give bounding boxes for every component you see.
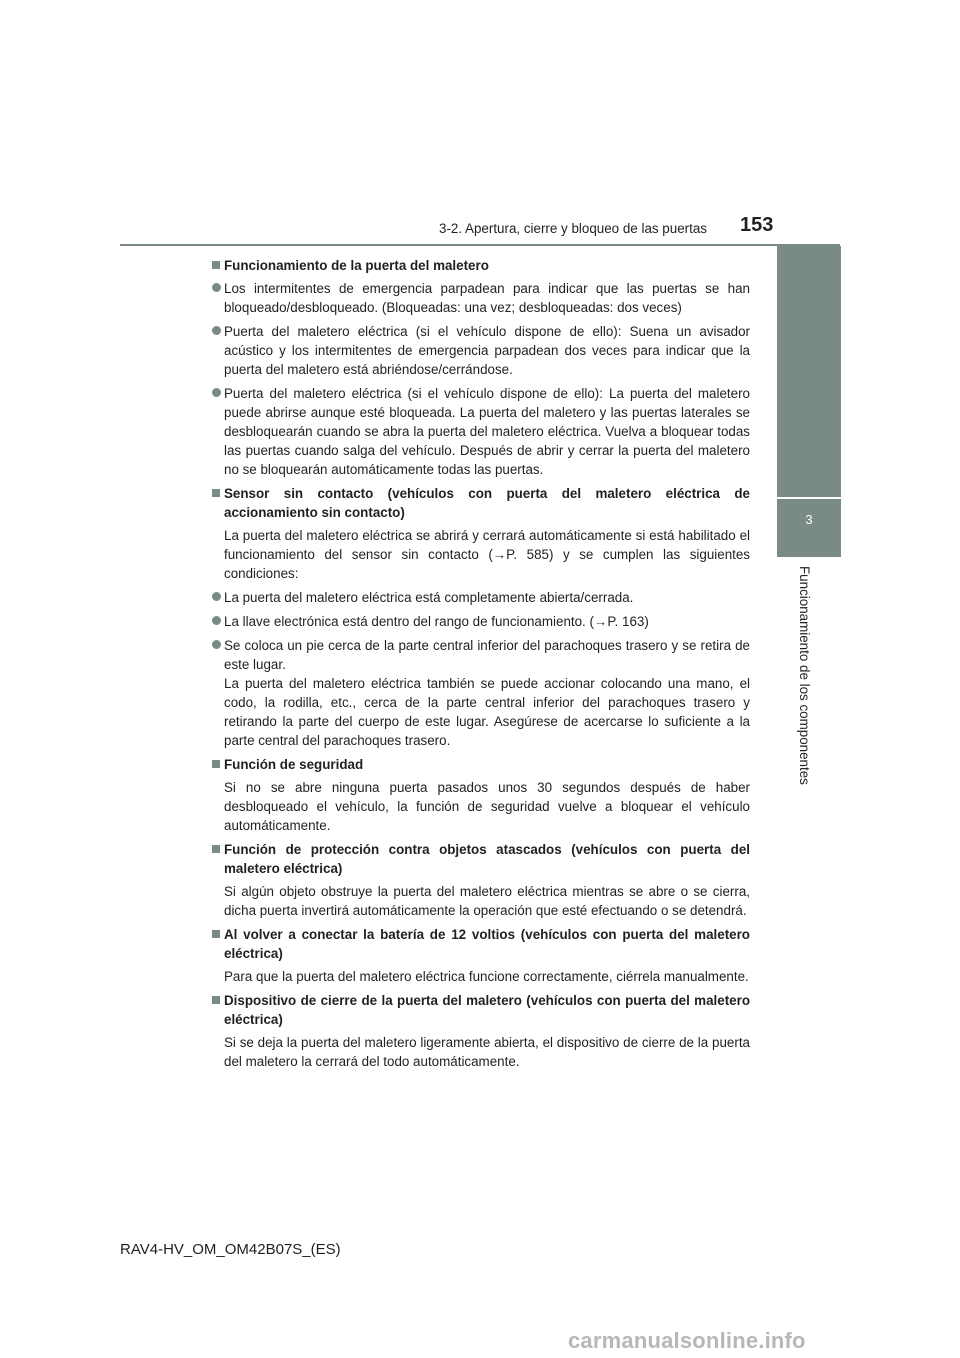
square-bullet-icon: [212, 261, 220, 269]
heading-text: Al volver a conectar la batería de 12 voltios (vehículos con puerta del maletero eléctrica): [224, 927, 750, 961]
paragraph: Si se deja la puerta del maletero ligeramente abierta, el dispositivo de cierre de la puerta del maletero la cerrará del todo automáticamente.: [224, 1035, 750, 1069]
square-bullet-icon: [212, 930, 220, 938]
paragraph: Si algún objeto obstruye la puerta del maletero eléctrica mientras se abre o se cierra, dicha puerta invertirá automáticamente la operación que esté efectuando o se detendrá.: [224, 884, 750, 918]
paragraph: La puerta del maletero eléctrica se abrirá y cerrará automáticamente si está habilitado el funcionamiento del sensor sin contacto (→P. 585) y se cumplen las siguientes condiciones:: [224, 528, 750, 581]
heading-text: Sensor sin contacto (vehículos con puerta del maletero eléctrica de accionamiento sin contacto): [224, 486, 750, 520]
round-bullet-icon: [212, 616, 221, 625]
section-heading: [212, 484, 750, 522]
list-item: [212, 384, 750, 479]
section-heading: [212, 840, 750, 878]
round-bullet-icon: [212, 640, 221, 649]
list-item-note: La puerta del maletero eléctrica también se puede accionar colocando una mano, el codo, la rodilla, etc., cerca de la parte central inferior del parachoques trasero y retirando la parte del cuerpo de este lugar. Asegúrese de acercarse lo suficiente a la parte central del parachoques trasero.: [224, 676, 750, 748]
side-bar-top: [777, 246, 841, 497]
round-bullet-icon: [212, 326, 221, 335]
page-content: [212, 256, 750, 1076]
page-number: 153: [740, 214, 774, 236]
list-item-text: Puerta del maletero eléctrica (si el vehículo dispone de ello): La puerta del maletero puede abrirse aunque esté bloqueada. La puerta del maletero y las puertas laterales se desbloquearán cuando se abra la puerta del maletero eléctrica. Vuelva a bloquear todas las puertas cuando salga del vehículo. Después de abrir y cerrar la puerta del maletero no se bloquearán automáticamente todas las puertas.: [224, 386, 750, 477]
section-heading: [212, 991, 750, 1029]
chapter-label-text: Funcionamiento de los componentes: [797, 566, 812, 785]
list-item: [212, 588, 750, 607]
section-heading: [212, 925, 750, 963]
square-bullet-icon: [212, 845, 220, 853]
list-item: [212, 636, 750, 750]
list-item-text: Los intermitentes de emergencia parpadean para indicar que las puertas se han bloqueado/desbloqueado. (Bloqueadas: una vez; desbloqueadas: dos veces): [224, 281, 750, 315]
list-item-text: Se coloca un pie cerca de la parte central inferior del parachoques trasero y se retira de este lugar.: [224, 638, 750, 672]
paragraph: Para que la puerta del maletero eléctrica funcione correctamente, ciérrela manualmente.: [224, 969, 749, 984]
heading-text: Función de seguridad: [224, 757, 364, 772]
square-bullet-icon: [212, 489, 220, 497]
header-rule: [120, 244, 840, 246]
square-bullet-icon: [212, 760, 220, 768]
round-bullet-icon: [212, 592, 221, 601]
heading-text: Dispositivo de cierre de la puerta del maletero (vehículos con puerta del maletero eléctrica): [224, 993, 750, 1027]
round-bullet-icon: [212, 388, 221, 397]
chapter-tab: [777, 499, 841, 557]
watermark: carmanualsonline.info: [568, 1328, 806, 1353]
heading-text: Función de protección contra objetos atascados (vehículos con puerta del maletero eléctrica): [224, 842, 750, 876]
section-heading: [212, 256, 750, 275]
round-bullet-icon: [212, 283, 221, 292]
list-item: [212, 322, 750, 379]
paragraph: Si no se abre ninguna puerta pasados unos 30 segundos después de haber desbloqueado el vehículo, la función de seguridad vuelve a bloquear el vehículo automáticamente.: [224, 780, 750, 833]
chapter-number: 3: [805, 512, 813, 527]
list-item: [212, 612, 750, 631]
list-item-text: La puerta del maletero eléctrica está completamente abierta/cerrada.: [224, 590, 634, 605]
list-item-text: La llave electrónica está dentro del rango de funcionamiento. (→P. 163): [224, 614, 649, 629]
square-bullet-icon: [212, 996, 220, 1004]
heading-text: Funcionamiento de la puerta del maletero: [224, 258, 489, 273]
section-heading: [212, 755, 750, 774]
list-item: [212, 279, 750, 317]
document-code: RAV4-HV_OM_OM42B07S_(ES): [120, 1241, 341, 1258]
list-item-text: Puerta del maletero eléctrica (si el vehículo dispone de ello): Suena un avisador acústico y los intermitentes de emergencia parpadean dos veces para indicar que la puerta del maletero está abriéndose/cerrándose.: [224, 324, 750, 377]
chapter-label: [797, 566, 813, 785]
section-title: 3-2. Apertura, cierre y bloqueo de las puertas: [439, 221, 707, 236]
